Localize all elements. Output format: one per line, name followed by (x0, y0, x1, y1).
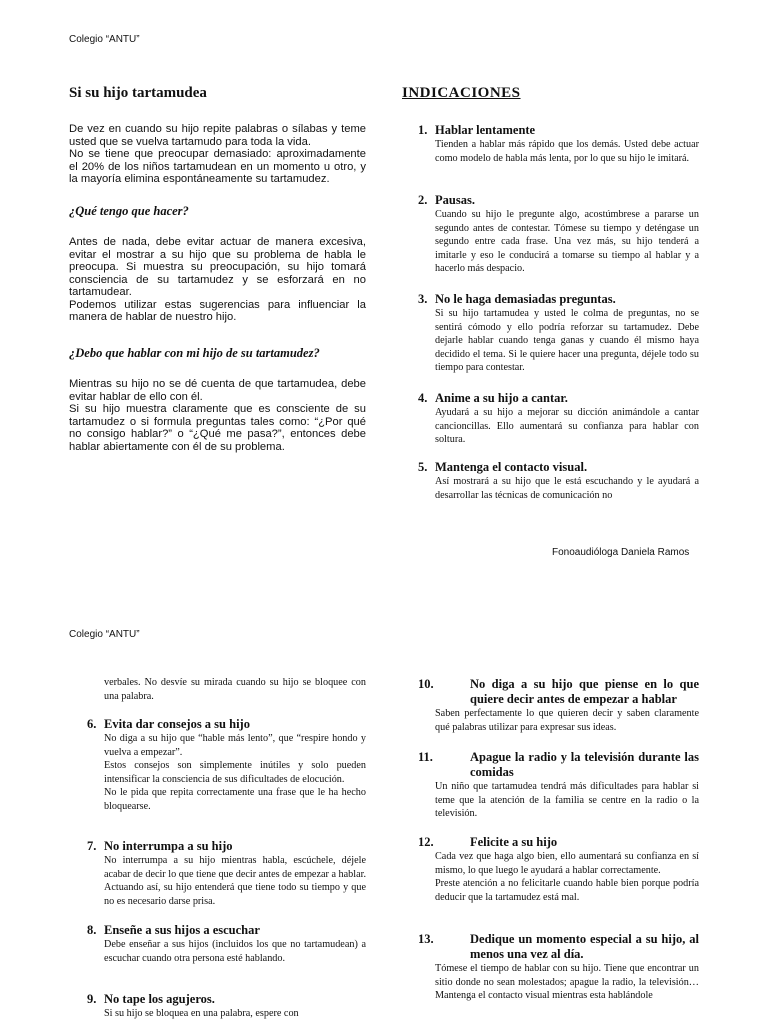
item-heading: No tape los agujeros. (104, 992, 215, 1006)
paragraph-6: Si su hijo muestra claramente que es consciente de su tartamudez o si formula preguntas tales como: “¿Por qué no consigo hablar?” o “¿Qué me pasa?”, entonces debe hablar abiertamente con él de su problema. (69, 403, 366, 453)
item-body: Estos consejos son simplemente inútiles y solo pueden intensificar la consciencia de sus dificultades de elocución. (104, 760, 366, 785)
item-number: 13. (418, 932, 434, 946)
item-body: Preste atención a no felicitarle cuando hable bien porque podría deducir que la tartamudez está mal. (435, 878, 699, 903)
left-column-section-3 (69, 378, 366, 453)
item-heading: Evita dar consejos a su hijo (104, 717, 250, 731)
list-item (87, 923, 366, 965)
continuation-text: verbales. No desvíe su mirada cuando su hijo se bloquee con una palabra. (104, 677, 366, 702)
item-body: Ayudará a su hijo a mejorar su dicción animándole a cantar cancioncillas. Ello aumentará su confianza para hablar con soltura. (435, 407, 699, 446)
item-body: Tienden a hablar más rápido que los demás. Usted debe actuar como modelo de habla más lenta, por lo que su hijo le imitará. (435, 139, 699, 164)
indicaciones-title: INDICACIONES (402, 85, 521, 101)
item-heading: Pausas. (435, 193, 475, 207)
list-item (418, 677, 699, 734)
list-item (418, 460, 699, 502)
list-item (418, 835, 699, 904)
item-body: Debe enseñar a sus hijos (incluidos los que no tartamudean) a escuchar cuando otra persona esté hablando. (104, 939, 366, 964)
list-item (87, 992, 366, 1021)
list-item (418, 193, 699, 276)
item-number: 12. (418, 835, 434, 849)
item-number: 2. (418, 193, 428, 207)
item-number: 9. (87, 992, 97, 1006)
intro-paragraph-2: No se tiene que preocupar demasiado: aproximadamente el 20% de los niños tartamudean en un momento u otro, y la mayoría elimina espontáneamente su tartamudez. (69, 148, 366, 185)
signature: Fonoaudióloga Daniela Ramos (552, 547, 690, 558)
item-heading: Anime a su hijo a cantar. (435, 391, 568, 405)
list-item (87, 717, 366, 814)
item-number: 7. (87, 839, 97, 853)
item-body: No interrumpa a su hijo mientras habla, escúchele, déjele acabar de decir lo que tiene que decir antes de empezar a hablar. Actuando así, su hijo entenderá que tiene todo su tiempo y que no es necesario darse prisa. (104, 855, 366, 907)
item-body: Tómese el tiempo de hablar con su hijo. Tiene que encontrar un sitio donde no sean molestados; apague la radio, la televisión… Mantenga el contacto visual mientras esta hablándole (435, 963, 699, 1002)
school-header: Colegio “ANTU” (69, 34, 140, 45)
list-item (418, 750, 699, 821)
item-heading: No diga a su hijo que piense en lo que quiere decir antes de empezar a hablar (470, 677, 699, 706)
item-body: No diga a su hijo que “hable más lento”, que “respire hondo y vuelva a empezar”. (104, 733, 366, 758)
item-body: Si su hijo tartamudea y usted le colma de preguntas, no se sentirá cómodo y ello podría reforzar su tartamudez. Debe dejarle hablar cuando tenga ganas y cuando él mismo haya decidido el tema. Si le quiere hacer una pregunta, déjele todo su tiempo para contestar. (435, 308, 699, 374)
item-number: 10. (418, 677, 434, 691)
question-heading-1: ¿Qué tengo que hacer? (69, 204, 189, 218)
item-body: Saben perfectamente lo que quieren decir y saben claramente qué palabras utilizar para expresar sus ideas. (435, 708, 699, 733)
school-header-page-2: Colegio “ANTU” (69, 629, 140, 640)
page-title: Si su hijo tartamudea (69, 85, 207, 101)
item-heading: No interrumpa a su hijo (104, 839, 233, 853)
intro-paragraph-1: De vez en cuando su hijo repite palabras o sílabas y teme usted que se vuelva tartamudo para toda la vida. (69, 123, 366, 148)
paragraph-3: Antes de nada, debe evitar actuar de manera excesiva, evitar el mostrar a su hijo que su problema de habla le preocupa. Si muestra su preocupación, su hijo tomará consciencia de su tartamudez y se esforzará en no tartamudear. (69, 236, 366, 298)
item-body: No le pida que repita correctamente una frase que le ha hecho bloquearse. (104, 787, 366, 812)
item-heading: Apague la radio y la televisión durante las comidas (470, 750, 699, 779)
item-body: Un niño que tartamudea tendrá más dificultades para hablar si teme que la atención de la familia se centre en la radio o la televisión. (435, 781, 699, 820)
item-number: 8. (87, 923, 97, 937)
item-number: 11. (418, 750, 433, 764)
item-number: 4. (418, 391, 428, 405)
item-body: Cada vez que haga algo bien, ello aumentará su confianza en sí mismo, lo que luego le ayudará a hablar correctamente. (435, 851, 699, 876)
item-heading: Hablar lentamente (435, 123, 536, 137)
paragraph-5: Mientras su hijo no se dé cuenta de que tartamudea, debe evitar hablar de ello con él. (69, 378, 366, 403)
question-heading-2: ¿Debo que hablar con mi hijo de su tartamudez? (69, 346, 320, 360)
item-body: Cuando su hijo le pregunte algo, acostúmbrese a pararse un segundo antes de contestar. Tómese su tiempo y deténgase un segundo entre cada frase. Una vez más, su hijo tenderá a imitarle y eso le conducirá a tomarse su tiempo al hablar y a hacerlo más despacio. (435, 209, 699, 275)
item-number: 6. (87, 717, 97, 731)
item-heading: Mantenga el contacto visual. (435, 460, 588, 474)
item-number: 5. (418, 460, 428, 474)
item-number: 3. (418, 292, 428, 306)
item-heading: Felicite a su hijo (470, 835, 558, 849)
left-column-section-2 (69, 236, 366, 324)
item-heading: Dedique un momento especial a su hijo, al menos una vez al día. (470, 932, 699, 961)
item-body: Así mostrará a su hijo que le está escuchando y le ayudará a desarrollar las técnicas de comunicación no (435, 476, 699, 501)
list-item (87, 839, 366, 908)
list-item (418, 123, 699, 165)
item-body: Si su hijo se bloquea en una palabra, espere con (104, 1008, 299, 1019)
left-column (69, 123, 366, 186)
list-item (418, 292, 699, 375)
item-heading: No le haga demasiadas preguntas. (435, 292, 616, 306)
list-item (418, 932, 699, 1003)
item-number: 1. (418, 123, 428, 137)
list-item (418, 391, 699, 447)
item-heading: Enseñe a sus hijos a escuchar (104, 923, 260, 937)
paragraph-4: Podemos utilizar estas sugerencias para influenciar la manera de hablar de nuestro hijo. (69, 298, 366, 323)
